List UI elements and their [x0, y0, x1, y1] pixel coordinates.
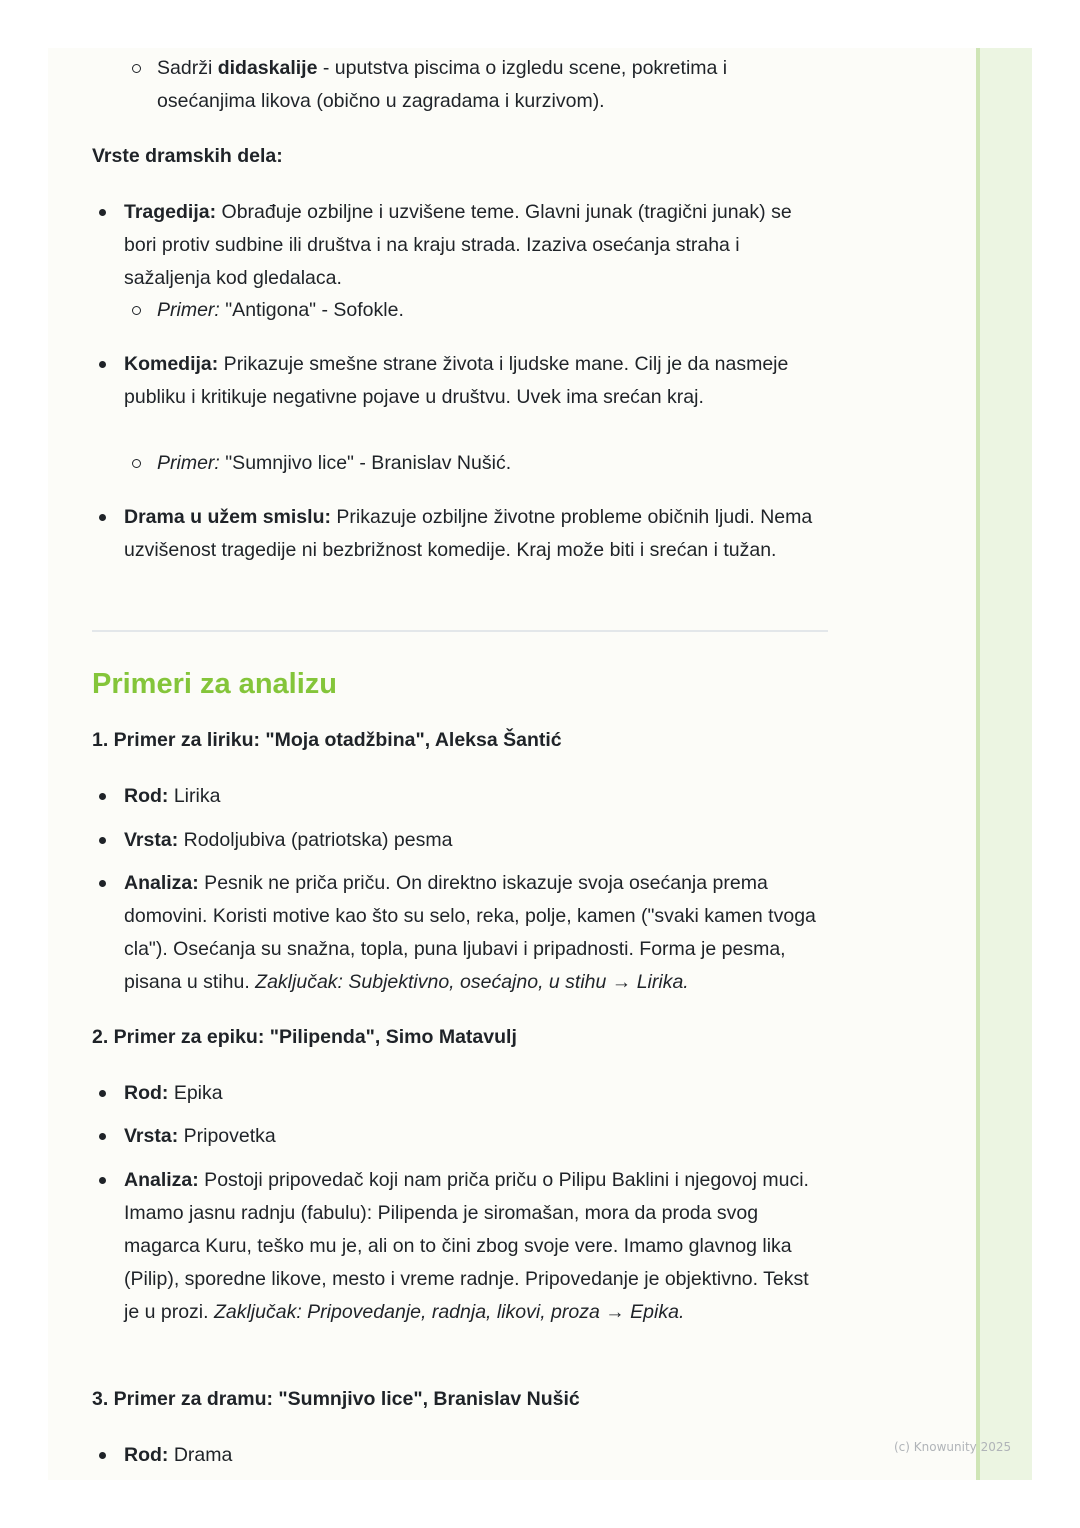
text-tragedija: Obrađuje ozbiljne i uzvišene teme. Glavni junak (tragični junak) se bori protiv sudbine ili društva i na kraju strada. Izaziva osećanja straha i sažaljenja kod gledalaca.	[124, 201, 792, 289]
example-2-analiza	[124, 1164, 824, 1329]
bullet-icon	[99, 1090, 106, 1097]
didaskalije-item	[157, 52, 797, 118]
bullet-icon	[99, 1452, 106, 1459]
hollow-bullet-icon	[132, 459, 141, 468]
term-drama: Drama u užem smislu:	[124, 506, 331, 528]
bullet-icon	[99, 880, 106, 887]
example-label: Primer:	[157, 452, 220, 474]
bullet-icon	[99, 837, 106, 844]
sidebar-strip	[976, 48, 1032, 1480]
rod-label: Rod:	[124, 1444, 169, 1466]
bullet-icon	[99, 1177, 106, 1184]
analiza-label: Analiza:	[124, 1169, 199, 1191]
example-tragedija	[157, 294, 797, 327]
text-komedija: Prikazuje smešne strane života i ljudske mane. Cilj je da nasmeje publiku i kritikuje negativne pojave u društvu. Uvek ima srećan kraj.	[124, 353, 789, 408]
example-2-heading: 2. Primer za epiku: "Pilipenda", Simo Matavulj	[92, 1026, 517, 1048]
vrsta-value: Rodoljubiva (patriotska) pesma	[178, 829, 453, 851]
example-1-heading: 1. Primer za liriku: "Moja otadžbina", Aleksa Šantić	[92, 729, 562, 751]
example-label: Primer:	[157, 299, 220, 321]
bullet-icon	[99, 209, 106, 216]
hollow-bullet-icon	[132, 306, 141, 315]
bullet-icon	[99, 514, 106, 521]
hollow-bullet-icon	[132, 64, 141, 73]
rod-label: Rod:	[124, 785, 169, 807]
example-1-vrsta	[124, 824, 824, 857]
example-1-analiza	[124, 867, 824, 999]
copyright-notice: (c) Knowunity 2025	[894, 1440, 1012, 1454]
section-title: Primeri za analizu	[92, 668, 337, 700]
vrsta-label: Vrsta:	[124, 829, 179, 851]
list-item-tragedija	[124, 196, 824, 295]
analiza-label: Analiza:	[124, 872, 199, 894]
drama-types-heading: Vrste dramskih dela:	[92, 145, 283, 167]
term-komedija: Komedija:	[124, 353, 219, 375]
rod-value: Epika	[168, 1082, 223, 1104]
rod-label: Rod:	[124, 1082, 169, 1104]
didaskalije-term: didaskalije	[217, 57, 318, 79]
analiza-text: Pesnik ne priča priču. On direktno iskazuje svoja osećanja prema domovini. Koristi motive kao što su selo, reka, polje, kamen ("svaki kamen tvoga cla"). Osećanja su snažna, topla, puna ljubavi i pripadnosti. Forma je pesma, pisana u stihu.	[124, 872, 816, 993]
zakljucak-text: Zaključak: Pripovedanje, radnja, likovi, proza → Epika.	[213, 1301, 685, 1323]
example-1-rod	[124, 780, 824, 813]
list-item-drama	[124, 501, 834, 567]
rod-value: Drama	[168, 1444, 233, 1466]
didaskalije-pre: Sadrži	[157, 57, 218, 79]
zakljucak-text: Zaključak: Subjektivno, osećajno, u stihu → Lirika.	[255, 971, 689, 993]
didaskalije-text: - uputstva piscima o izgledu scene, pokretima i osećanjima likova (obično u zagradama i kurzivom).	[157, 57, 728, 112]
example-3-rod	[124, 1439, 824, 1472]
vrsta-value: Pripovetka	[178, 1125, 276, 1147]
document-page	[48, 48, 1032, 1480]
example-text: "Sumnjivo lice" - Branislav Nušić.	[219, 452, 512, 474]
section-divider	[92, 630, 828, 632]
analiza-text: Postoji pripovedač koji nam priča priču o Pilipu Baklini i njegovoj muci. Imamo jasnu radnju (fabulu): Pilipenda je siromašan, mora da proda svog magarca Kuru, teško mu je, ali on to čini zbog svoje vere. Imamo glavnog lika (Pilip), sporedne likove, mesto i vreme radnje. Pripovedanje je objektivno. Tekst je u prozi.	[124, 1169, 809, 1323]
example-komedija	[157, 447, 797, 480]
list-item-komedija	[124, 348, 794, 414]
vrsta-label: Vrsta:	[124, 1125, 179, 1147]
example-2-vrsta	[124, 1120, 824, 1153]
example-text: "Antigona" - Sofokle.	[219, 299, 404, 321]
bullet-icon	[99, 361, 106, 368]
bullet-icon	[99, 793, 106, 800]
bullet-icon	[99, 1133, 106, 1140]
term-tragedija: Tragedija:	[124, 201, 217, 223]
text-drama: Prikazuje ozbiljne životne probleme običnih ljudi. Nema uzvišenost tragedije ni bezbrižnost komedije. Kraj može biti i srećan i tužan.	[124, 506, 813, 561]
example-3-heading: 3. Primer za dramu: "Sumnjivo lice", Branislav Nušić	[92, 1388, 580, 1410]
rod-value: Lirika	[168, 785, 221, 807]
example-2-rod	[124, 1077, 824, 1110]
